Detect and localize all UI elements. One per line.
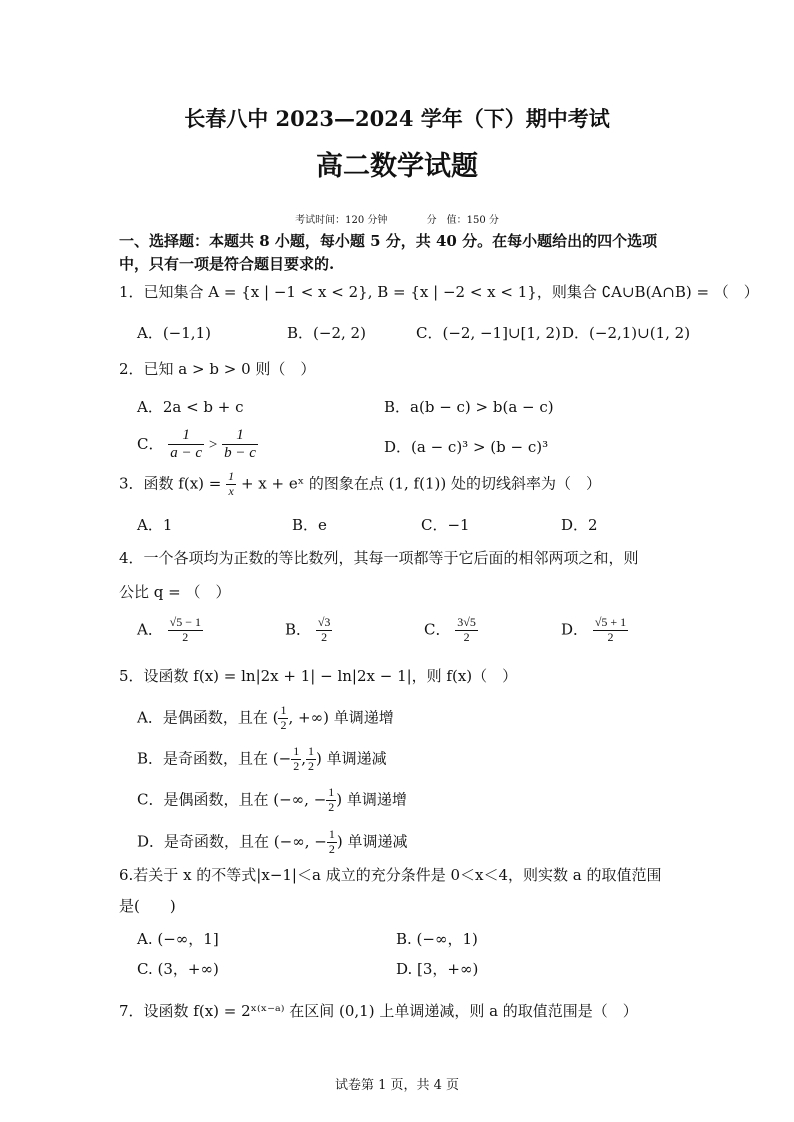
q1-stem: 1．已知集合 A = {x | −1 < x < 2}, B = {x | −2 < x < 1}，则集合 ∁A∪B(A∩B) = （ ） (119, 283, 759, 301)
q6-option-d: D. [3，+∞) (396, 960, 479, 978)
q6-option-a: A. (−∞，1] (137, 930, 219, 948)
q6-option-c: C. (3，+∞) (137, 960, 219, 978)
q3-fraction-num: 1 (228, 469, 235, 483)
q2-stem: 2．已知 a > b > 0 则（ ） (119, 360, 316, 378)
q5-b-num1: 1 (293, 744, 300, 758)
q5-option-c (137, 786, 407, 815)
q4-option-c (424, 616, 478, 645)
q1-option-b: B．(−2, 2) (287, 324, 366, 342)
q5-option-a (137, 704, 394, 733)
q4-a-num: √5 − 1 (169, 615, 201, 629)
q3-stem-post: + x + eˣ 的图象在点 (1, f(1)) 处的切线斜率为（ ） (240, 474, 601, 493)
q5-option-d (137, 828, 407, 857)
q4-d-label: D． (561, 620, 589, 639)
q5-option-b (137, 745, 387, 774)
q4-c-fraction (455, 616, 478, 645)
q3-option-c: C．−1 (421, 516, 470, 534)
q3-option-a: A．1 (137, 516, 173, 534)
q6-option-b: B. (−∞，1) (396, 930, 478, 948)
page-footer: 试卷第 1 页，共 4 页 (334, 1078, 460, 1093)
q2-option-c-label: C． (137, 434, 164, 453)
q3-stem-pre: 3．函数 f(x) = (119, 474, 222, 493)
exam-subtitle: 高二数学试题 (316, 151, 478, 182)
exam-time: 考试时间：120 分钟 (295, 215, 388, 226)
q4-a-den: 2 (182, 629, 189, 644)
q2-option-d: D．(a − c)³ > (b − c)³ (384, 438, 549, 456)
q5-d-den: 2 (328, 841, 335, 856)
q5-stem: 5．设函数 f(x) = ln|2x + 1| − ln|2x − 1|，则 f(x)（ ） (119, 667, 518, 685)
q5-c-post: ) 单调递增 (336, 790, 407, 809)
q4-option-b (285, 616, 332, 645)
q3-stem (119, 470, 601, 499)
q3-fraction-den: x (228, 483, 234, 498)
q5-c-den: 2 (328, 799, 335, 814)
exam-info (0, 211, 794, 226)
q4-a-label: A． (137, 620, 163, 639)
q1-option-d: D．(−2,1)∪(1, 2) (562, 324, 691, 342)
q5-c-pre: C．是偶函数，且在 (−∞, − (137, 790, 327, 809)
q5-b-mid: , (301, 749, 306, 768)
q5-c-fraction (326, 786, 336, 815)
q5-b-den1: 2 (293, 758, 300, 773)
q2-c-op: > (208, 436, 218, 453)
q3-fraction (226, 470, 236, 499)
q4-d-fraction (593, 616, 628, 645)
q1-option-c: C．(−2, −1]∪[1, 2) (416, 324, 561, 342)
q5-d-num: 1 (328, 827, 335, 841)
q4-stem-line2: 公比 q = （ ） (119, 583, 231, 601)
q4-c-label: C． (424, 620, 451, 639)
q4-c-num: 3√5 (457, 615, 476, 629)
q4-b-den: 2 (321, 629, 328, 644)
q5-a-pre: A．是偶函数，且在 ( (137, 708, 279, 727)
q4-b-num: √3 (317, 615, 331, 629)
q5-b-fraction-2 (306, 745, 316, 774)
q2-option-b: B．a(b − c) > b(a − c) (384, 398, 554, 416)
q2-c-num1: 1 (168, 427, 204, 445)
q5-b-post: ) 单调递减 (316, 749, 387, 768)
q5-b-fraction-1 (291, 745, 301, 774)
q4-b-label: B． (285, 620, 312, 639)
q6-stem-line2: 是( ) (119, 897, 176, 915)
q2-c-den1: a − c (170, 445, 203, 462)
q3-option-b: B．e (292, 516, 327, 534)
q4-c-den: 2 (463, 629, 470, 644)
q5-d-post: ) 单调递减 (336, 832, 408, 851)
q6-stem-line1: 6.若关于 x 的不等式|x−1|＜a 成立的充分条件是 0＜x＜4，则实数 a 的取值范围 (119, 866, 662, 884)
q2-c-fraction-1 (168, 427, 204, 463)
q2-option-c (137, 427, 258, 463)
q3-option-d: D．2 (561, 516, 598, 534)
q5-b-num2: 1 (308, 744, 314, 758)
q2-c-den2: b − c (224, 445, 256, 462)
q5-a-fraction (278, 704, 288, 733)
section-heading-line2: 中，只有一项是符合题目要求的. (119, 255, 335, 273)
exam-title: 长春八中 2023—2024 学年（下）期中考试 (184, 106, 610, 131)
q5-a-post: , +∞) 单调递增 (288, 708, 394, 727)
q4-d-num: √5 + 1 (594, 615, 627, 629)
q5-a-num: 1 (280, 703, 287, 717)
q5-d-pre: D．是奇函数，且在 (−∞, − (137, 832, 327, 851)
q5-a-den: 2 (280, 717, 287, 732)
exam-score: 分 值：150 分 (426, 215, 499, 226)
q5-d-fraction (327, 828, 337, 857)
q5-b-den2: 2 (308, 758, 314, 773)
q2-option-a: A．2a < b + c (137, 398, 244, 416)
q7-stem: 7．设函数 f(x) = 2ˣ⁽ˣ⁻ᵃ⁾ 在区间 (0,1) 上单调递减，则 a 的取值范围是（ ） (119, 1002, 638, 1020)
section-heading-line1: 一、选择题：本题共 8 小题，每小题 5 分，共 40 分。在每小题给出的四个选项 (119, 232, 658, 250)
q4-option-d (561, 616, 628, 645)
q4-b-fraction (316, 616, 333, 645)
q5-b-pre: B．是奇函数，且在 (− (137, 749, 292, 768)
q4-stem-line1: 4．一个各项均为正数的等比数列，其每一项都等于它后面的相邻两项之和，则 (119, 549, 639, 567)
q4-d-den: 2 (607, 629, 614, 644)
q5-c-num: 1 (328, 785, 335, 799)
q2-c-fraction-2 (222, 427, 258, 463)
q2-c-num2: 1 (222, 427, 258, 445)
q4-option-a (137, 616, 203, 645)
q4-a-fraction (168, 616, 203, 645)
q1-option-a: A．(−1,1) (137, 324, 211, 342)
